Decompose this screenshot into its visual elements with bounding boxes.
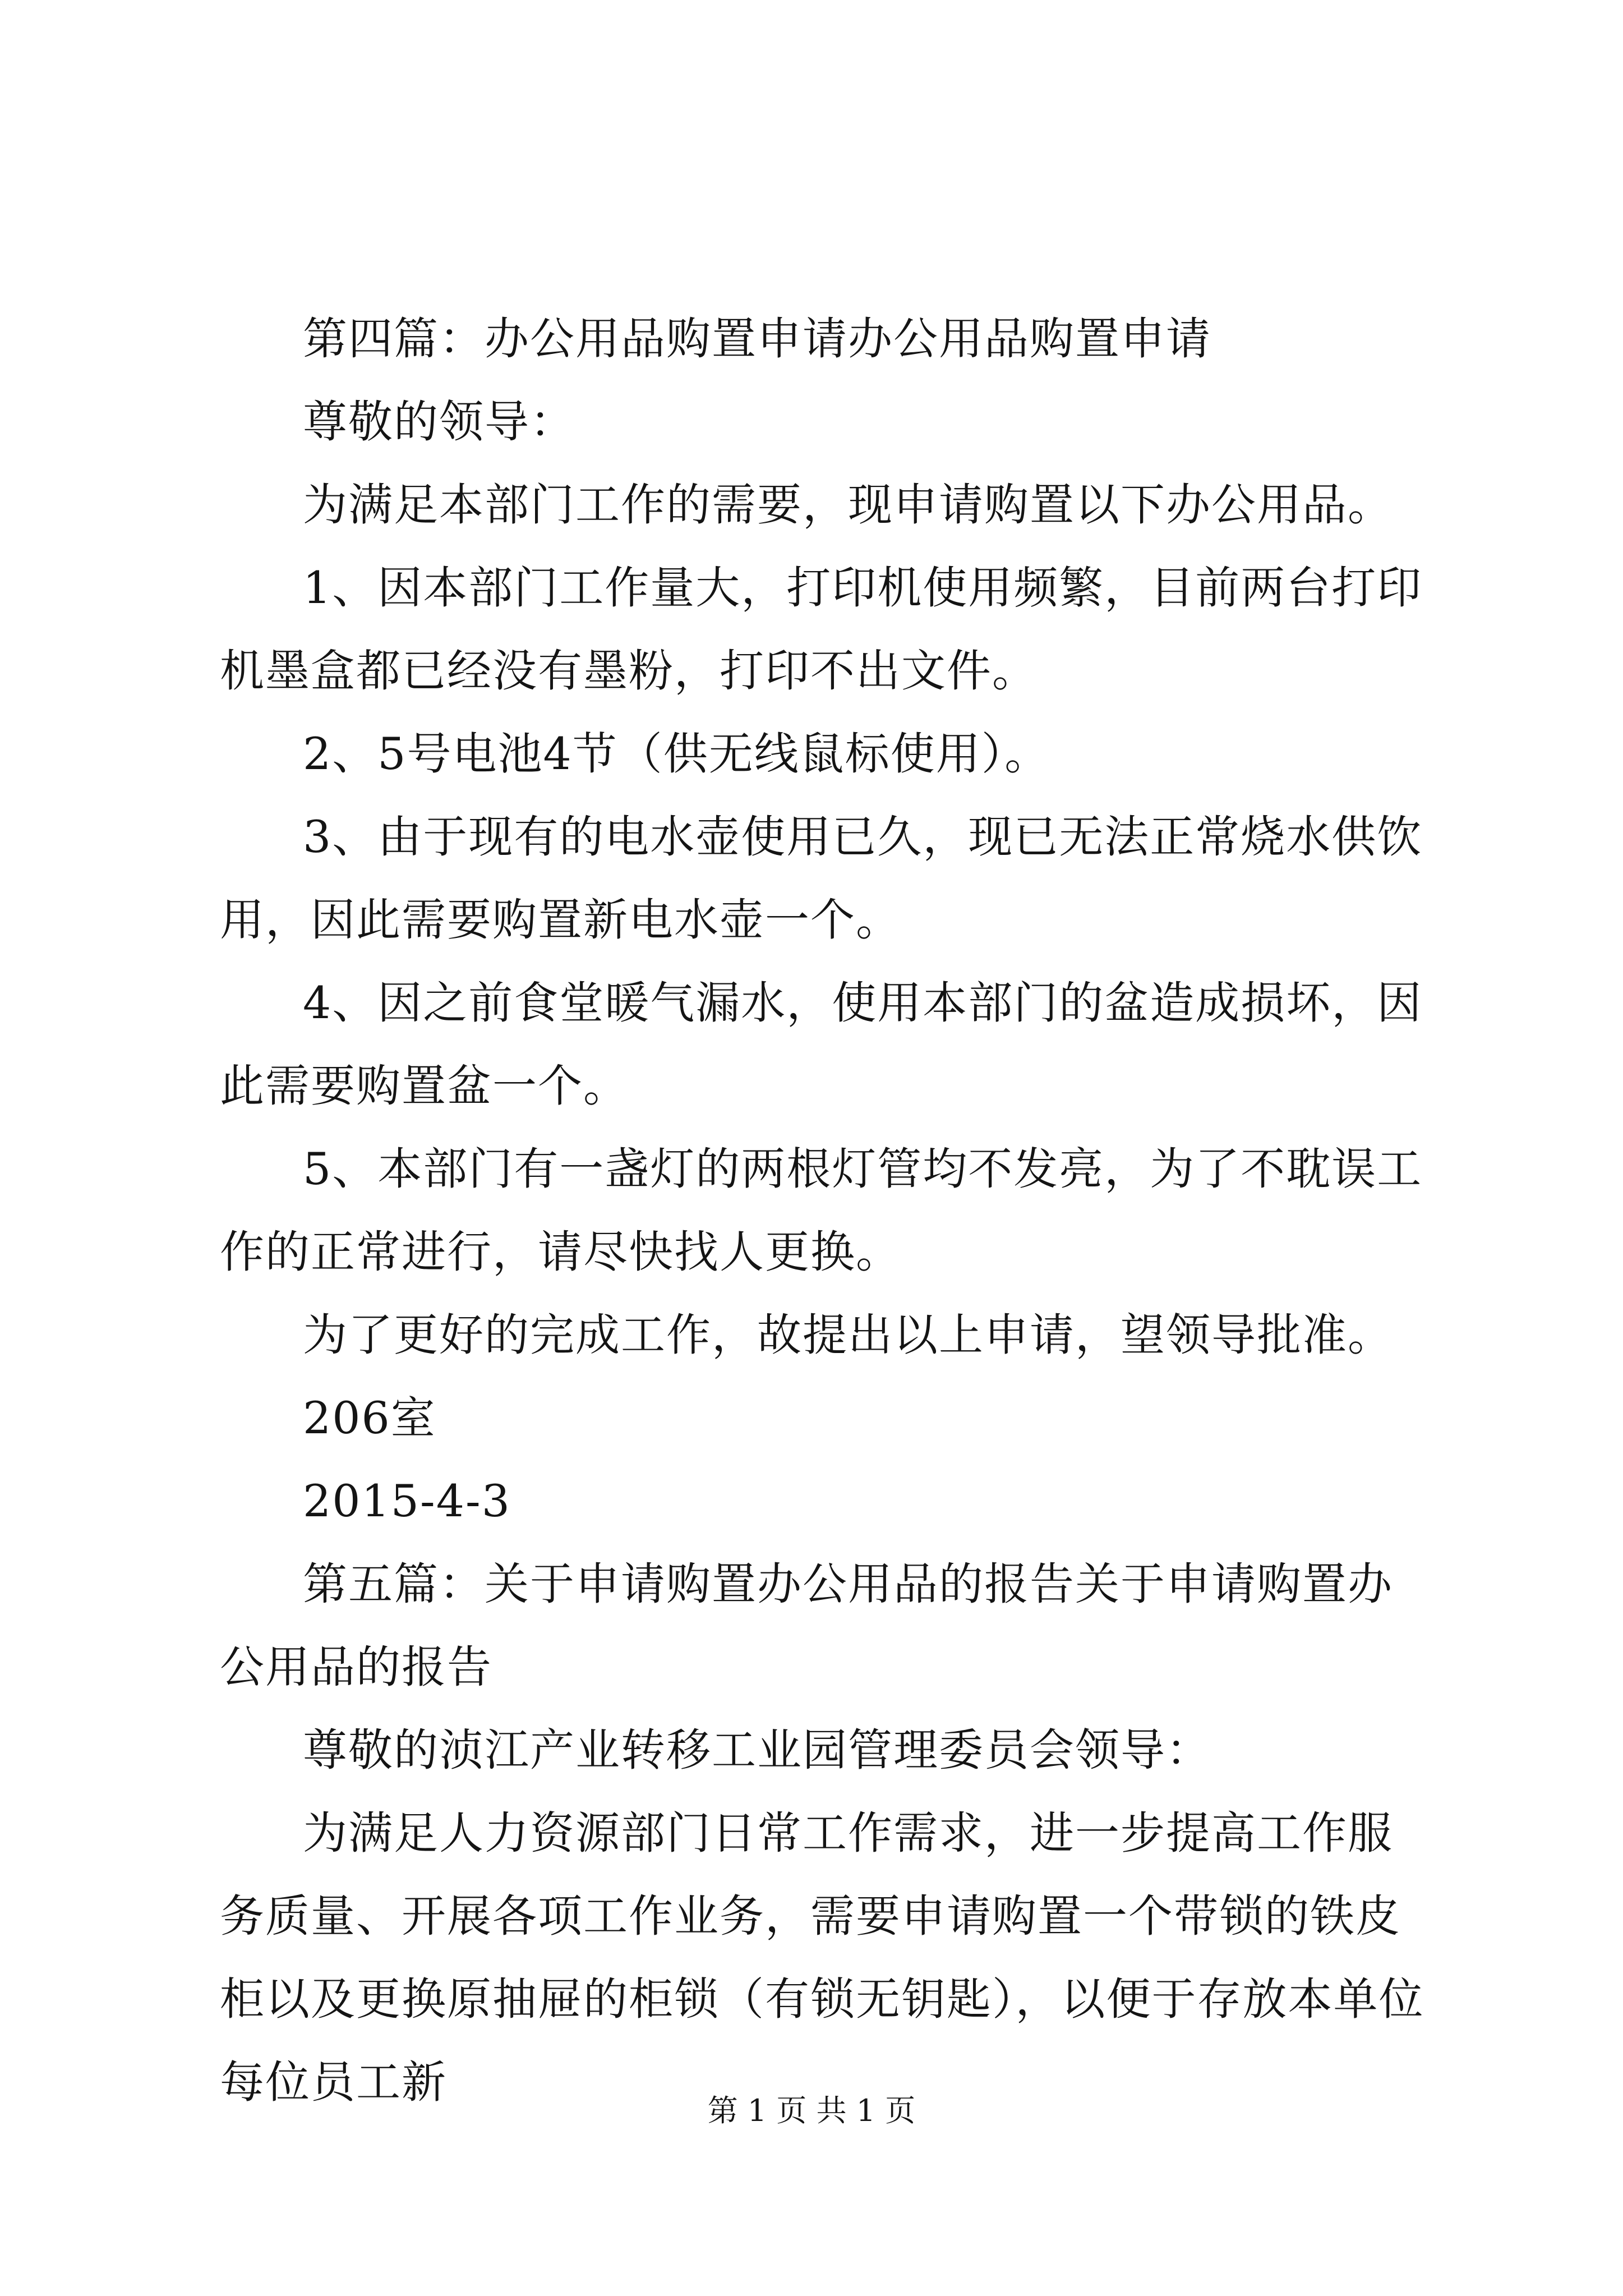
closing-paragraph: 为了更好的完成工作，故提出以上申请，望领导批准。	[303, 1309, 1393, 1361]
item-1-paragraph: 1、因本部门工作量大，打印机使用频繁，目前两台打印机墨盒都已经没有墨粉，打印不出文件。	[220, 562, 1423, 697]
signature-room: 206室	[303, 1392, 436, 1444]
salutation-2: 尊敬的浈江产业转移工业园管理委员会领导：	[303, 1724, 1211, 1776]
section-title-4: 第四篇：办公用品购置申请办公用品购置申请	[303, 313, 1211, 365]
section-title-5: 第五篇：关于申请购置办公用品的报告关于申请购置办公用品的报告	[220, 1558, 1393, 1693]
request-paragraph: 为满足人力资源部门日常工作需求，进一步提高工作服务质量、开展各项工作业务，需要申请购置一个带锁的铁皮柜以及更换原抽屉的柜锁（有锁无钥匙），以便于存放本单位每位员工新	[220, 1807, 1424, 2108]
item-2-paragraph: 2、5号电池4节（供无线鼠标使用）。	[303, 728, 1050, 780]
item-3-paragraph: 3、由于现有的电水壶使用已久，现已无法正常烧水供饮用，因此需要购置新电水壶一个。	[220, 811, 1423, 946]
salutation: 尊敬的领导：	[303, 396, 575, 448]
document-body	[220, 297, 1431, 2124]
intro-paragraph: 为满足本部门工作的需要，现申请购置以下办公用品。	[303, 479, 1393, 531]
item-4-paragraph: 4、因之前食堂暖气漏水，使用本部门的盆造成损坏，因此需要购置盆一个。	[220, 977, 1423, 1112]
page-footer: 第 1 页 共 1 页	[707, 2093, 916, 2128]
signature-date: 2015-4-3	[303, 1475, 511, 1527]
item-5-paragraph: 5、本部门有一盏灯的两根灯管均不发亮，为了不耽误工作的正常进行，请尽快找人更换。	[220, 1143, 1423, 1278]
